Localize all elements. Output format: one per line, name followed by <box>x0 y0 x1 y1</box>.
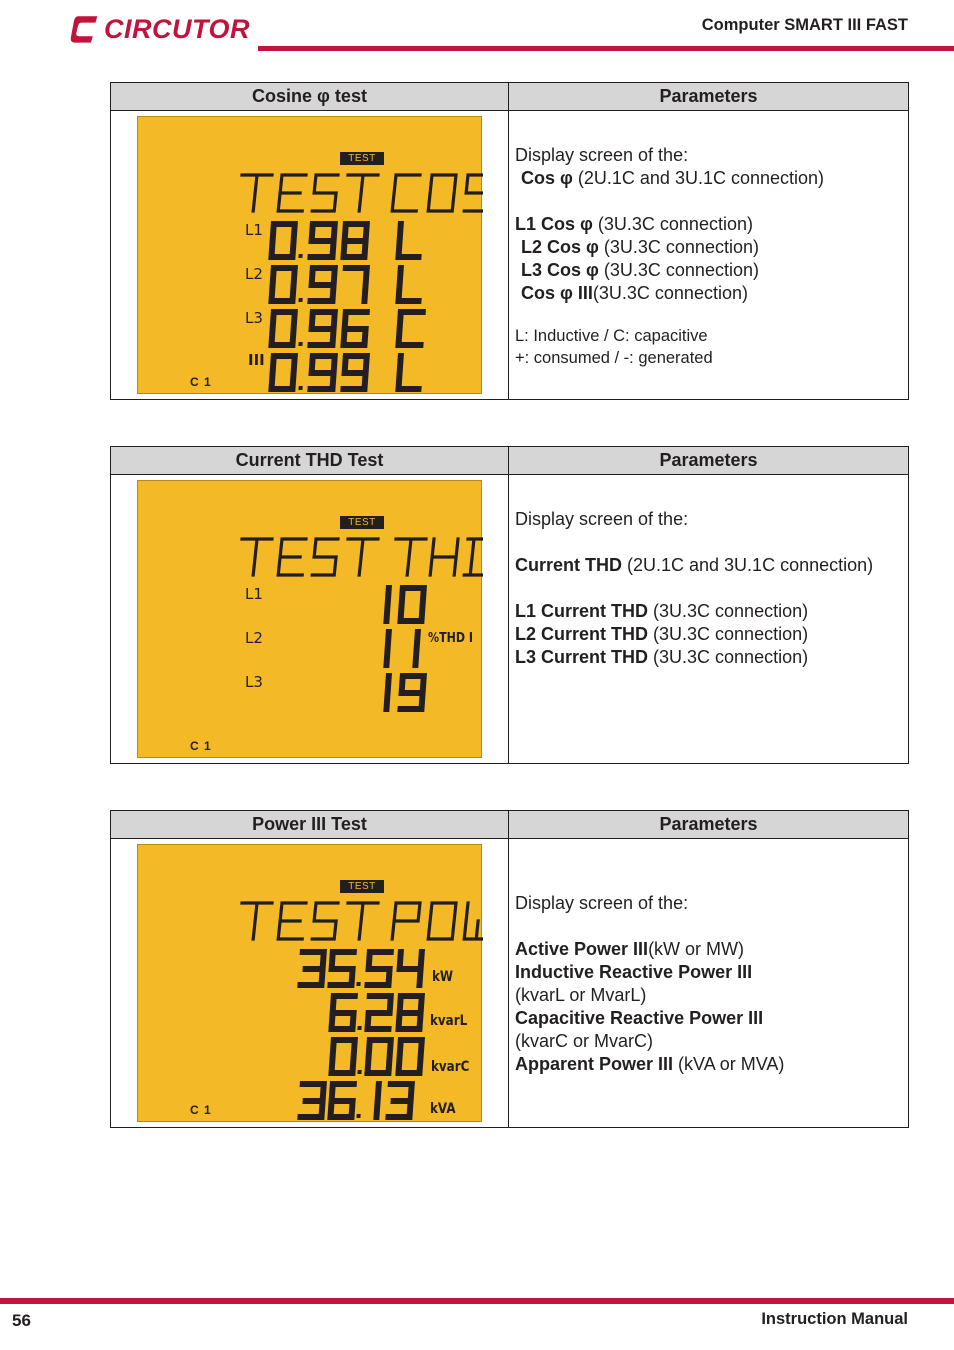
lcd-row-value <box>271 356 420 390</box>
lcd-row-label: III <box>248 351 265 369</box>
circutor-logo-icon <box>70 12 101 46</box>
column-header-screen: Cosine φ test <box>111 83 509 110</box>
lcd-row-value <box>386 588 423 621</box>
lcd-row-value <box>386 632 417 665</box>
lcd-row-value <box>300 952 421 986</box>
lcd-cell <box>111 111 509 399</box>
lcd-test-badge: TEST <box>340 880 384 893</box>
lcd-row-value <box>331 1040 421 1074</box>
lcd-row-label: L1 <box>245 585 263 603</box>
column-header-screen: Current THD Test <box>111 447 509 474</box>
lcd-channel: C 1 <box>190 375 212 389</box>
lcd-row-value <box>386 676 423 709</box>
lcd-unit: kvarL <box>430 1013 468 1029</box>
footer-title: Instruction Manual <box>761 1310 908 1328</box>
table-header <box>111 83 908 111</box>
footer-rule <box>0 1298 954 1304</box>
lcd-cell <box>111 475 509 763</box>
lcd-display <box>137 844 482 1122</box>
param-line: Inductive Reactive Power III <box>515 962 753 982</box>
cosine-test-table <box>110 82 909 400</box>
lcd-display <box>137 480 482 758</box>
lcd-channel: C 1 <box>190 739 212 753</box>
lcd-segments <box>138 481 483 759</box>
params-intro: Display screen of the: <box>515 893 689 913</box>
param-line: L2 Cos φ (3U.3C connection) <box>521 237 759 257</box>
parameters-cell <box>509 475 908 763</box>
parameters-cell <box>509 111 908 399</box>
lcd-test-badge: TEST <box>340 152 384 165</box>
parameters-cell <box>509 839 908 1127</box>
lcd-test-badge: TEST <box>340 516 384 529</box>
lcd-row-value <box>271 268 420 302</box>
param-line: (kvarC or MvarC) <box>515 1031 653 1051</box>
lcd-channel: C 1 <box>190 1103 212 1117</box>
column-header-screen: Power III Test <box>111 811 509 838</box>
lcd-segments <box>138 117 483 395</box>
lcd-heading <box>238 903 483 939</box>
lcd-unit: %THD I <box>428 631 473 646</box>
param-line: Cos φ III(3U.3C connection) <box>521 283 748 303</box>
lcd-row-label: L3 <box>245 309 263 327</box>
lcd-row-label: L3 <box>245 673 263 691</box>
param-line: L1 Cos φ (3U.3C connection) <box>515 214 753 234</box>
current-thd-test-table <box>110 446 909 764</box>
param-line: Current THD (2U.1C and 3U.1C connection) <box>515 555 874 575</box>
lcd-row-label: L1 <box>245 221 263 239</box>
lcd-unit: kVA <box>430 1101 456 1117</box>
lcd-heading <box>238 539 483 575</box>
header-rule <box>258 46 954 51</box>
lcd-row-value <box>300 1084 411 1118</box>
param-line: Capacitive Reactive Power III <box>515 1008 764 1028</box>
lcd-row-value <box>331 996 421 1030</box>
param-line: Cos φ (2U.1C and 3U.1C connection) <box>521 168 825 188</box>
brand-name: CIRCUTOR <box>103 13 250 44</box>
params-intro: Display screen of the: <box>515 145 689 165</box>
param-line: L3 Current THD (3U.3C connection) <box>515 647 809 667</box>
param-note: +: consumed / -: generated <box>515 349 713 367</box>
param-note: L: Inductive / C: capacitive <box>515 327 708 345</box>
param-line: L3 Cos φ (3U.3C connection) <box>521 260 759 280</box>
table-header <box>111 447 908 475</box>
brand-logo <box>70 11 250 47</box>
param-line: L2 Current THD (3U.3C connection) <box>515 624 809 644</box>
column-header-parameters: Parameters <box>659 814 758 834</box>
lcd-row-value <box>271 224 420 258</box>
lcd-heading <box>238 175 483 211</box>
column-header-parameters: Parameters <box>659 450 758 470</box>
lcd-row-value <box>271 312 422 346</box>
params-intro: Display screen of the: <box>515 509 689 529</box>
lcd-cell <box>111 839 509 1127</box>
lcd-display <box>137 116 482 394</box>
param-line: (kvarL or MvarL) <box>515 985 647 1005</box>
table-header <box>111 811 908 839</box>
page-number: 56 <box>12 1311 31 1330</box>
column-header-parameters: Parameters <box>659 86 758 106</box>
lcd-row-label: L2 <box>245 629 263 647</box>
lcd-unit: kvarC <box>431 1059 470 1075</box>
document-title: Computer SMART III FAST <box>701 16 908 34</box>
power-test-table <box>110 810 909 1128</box>
lcd-unit: kW <box>432 969 454 985</box>
lcd-row-label: L2 <box>245 265 263 283</box>
param-line: L1 Current THD (3U.3C connection) <box>515 601 809 621</box>
param-line: Apparent Power III (kVA or MVA) <box>515 1054 785 1074</box>
param-line: Active Power III(kW or MW) <box>515 939 745 959</box>
